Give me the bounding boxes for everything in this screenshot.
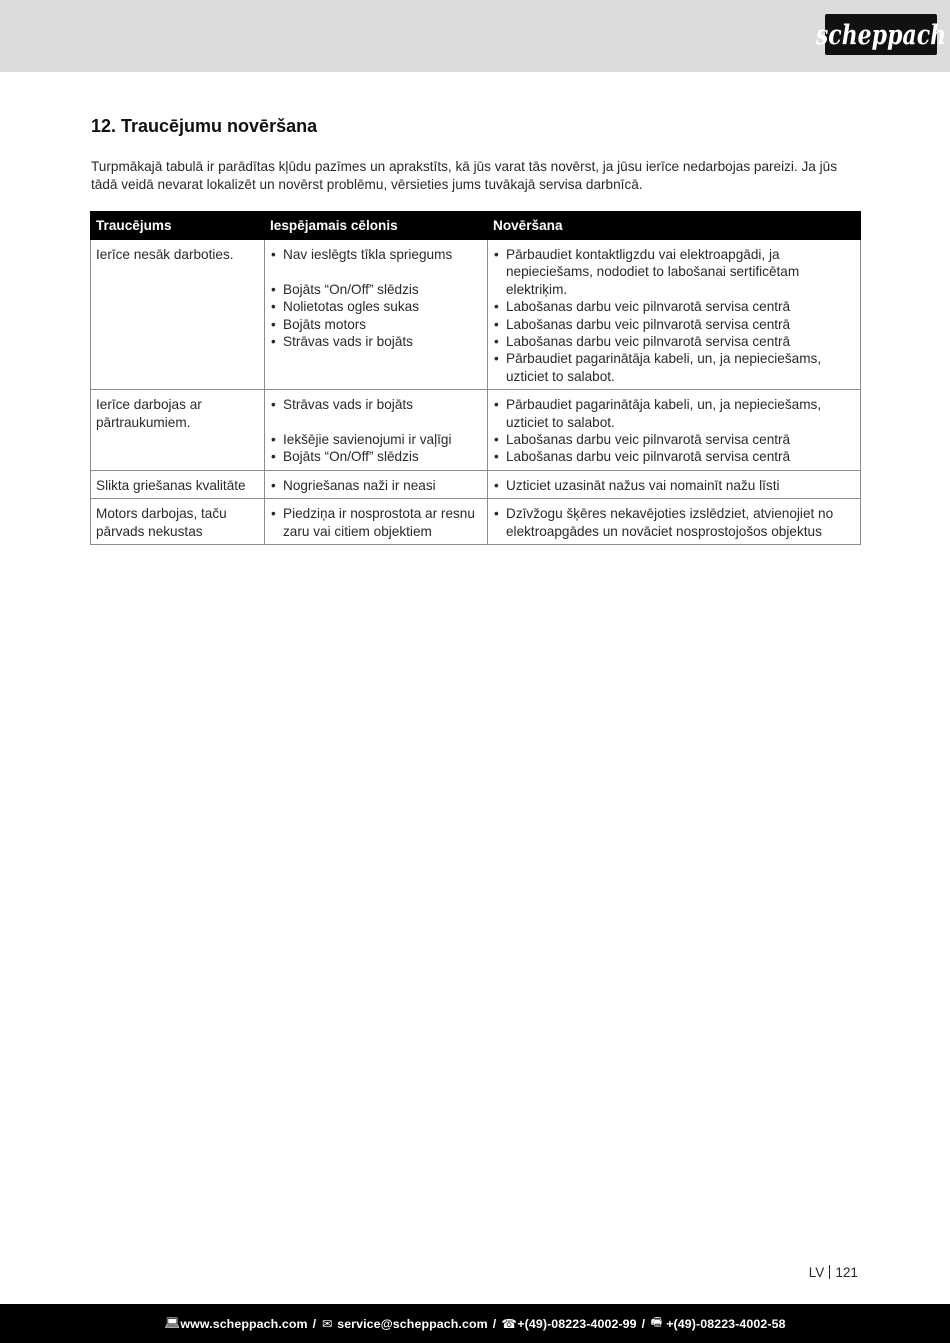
remedy-item: • Uzticiet uzasināt nažus vai nomainīt nažu līsti <box>493 477 856 494</box>
fault-cell: Ierīce darbojas ar pārtraukumiem. <box>91 390 265 471</box>
cause-item: • Nav ieslēgts tīkla spriegums <box>270 246 483 263</box>
remedy-cell <box>488 240 861 390</box>
fault-cell: Slikta griešanas kvalitāte <box>91 470 265 498</box>
header-fault: Traucējums <box>91 212 265 240</box>
list-spacer <box>270 263 483 280</box>
cause-list <box>270 396 483 466</box>
remedy-item: • Labošanas darbu veic pilnvarotā servisa centrā <box>493 298 856 315</box>
page-number-value: 121 <box>835 1265 858 1280</box>
logo-text: scheppach <box>815 18 947 51</box>
cause-list <box>270 246 483 350</box>
remedy-cell <box>488 499 861 545</box>
phone-icon: ☎︎ <box>501 1317 517 1331</box>
footer-website[interactable]: www.scheppach.com <box>180 1316 308 1331</box>
table-row <box>91 499 861 545</box>
remedy-item: • Labošanas darbu veic pilnvarotā servisa centrā <box>493 333 856 350</box>
fault-cell: Motors darbojas, taču pārvads nekustas <box>91 499 265 545</box>
remedy-list <box>493 246 856 385</box>
cause-item: • Bojāts motors <box>270 316 483 333</box>
intro-paragraph: Turpmākajā tabulā ir parādītas kļūdu pazīmes un aprakstīts, kā jūs varat tās novērst, ja jūsu ierīce nedarbojas pareizi. Ja jūs tādā veidā nevarat lokalizēt un novērst problēmu, vērsieties jums tuvākajā servisa darbnīcā. <box>91 159 838 192</box>
remedy-list <box>493 505 856 540</box>
page-number <box>809 1265 858 1280</box>
header-remedy: Novēršana <box>488 212 861 240</box>
footer-separator: / <box>641 1316 646 1331</box>
remedy-list <box>493 396 856 466</box>
remedy-cell <box>488 390 861 471</box>
remedy-cell <box>488 470 861 498</box>
scheppach-logo <box>815 14 947 55</box>
cause-list <box>270 477 483 494</box>
cause-item: • Piedziņa ir nosprostota ar resnu zaru vai citiem objektiem <box>270 505 483 540</box>
fax-icon: 🖷︎ <box>650 1315 663 1329</box>
cause-cell <box>265 240 488 390</box>
remedy-item: • Labošanas darbu veic pilnvarotā servisa centrā <box>493 448 856 465</box>
remedy-item: • Pārbaudiet pagarinātāja kabeli, un, ja nepieciešams, uzticiet to salabot. <box>493 396 856 431</box>
header-band <box>0 0 950 72</box>
cause-list <box>270 505 483 540</box>
laptop-icon: 💻︎ <box>164 1316 181 1330</box>
remedy-item: • Labošanas darbu veic pilnvarotā servisa centrā <box>493 431 856 448</box>
footer-contact-bar <box>0 1304 950 1343</box>
troubleshooting-table <box>90 211 861 545</box>
footer-phone: +(49)-08223-4002-99 <box>517 1316 637 1331</box>
cause-item: • Strāvas vads ir bojāts <box>270 333 483 350</box>
fault-cell: Ierīce nesāk darboties. <box>91 240 265 390</box>
section-title: 12. Traucējumu novēršana <box>91 116 318 136</box>
cause-item: • Iekšējie savienojumi ir vaļīgi <box>270 431 483 448</box>
cause-item: • Nolietotas ogles sukas <box>270 298 483 315</box>
language-code: LV <box>808 1265 825 1280</box>
cause-item: • Bojāts “On/Off” slēdzis <box>270 281 483 298</box>
table-header-row <box>91 212 861 240</box>
remedy-item: • Pārbaudiet pagarinātāja kabeli, un, ja nepieciešams, uzticiet to salabot. <box>493 350 856 385</box>
footer-email[interactable]: service@scheppach.com <box>337 1316 488 1331</box>
page-separator <box>829 1265 830 1279</box>
cause-item: • Nogriešanas naži ir neasi <box>270 477 483 494</box>
cause-cell <box>265 390 488 471</box>
remedy-item: • Pārbaudiet kontaktligzdu vai elektroapgādi, ja nepieciešams, nododiet to labošanai sertificētam elektriķim. <box>493 246 856 298</box>
remedy-item: • Labošanas darbu veic pilnvarotā servisa centrā <box>493 316 856 333</box>
footer-separator: / <box>312 1316 317 1331</box>
cause-item: • Strāvas vads ir bojāts <box>270 396 483 413</box>
remedy-item: • Dzīvžogu šķēres nekavējoties izslēdziet, atvienojiet no elektroapgādes un novāciet nosprostojošos objektus <box>493 505 856 540</box>
cause-cell <box>265 470 488 498</box>
list-spacer <box>270 414 483 431</box>
footer-fax: +(49)-08223-4002-58 <box>666 1316 786 1331</box>
email-icon: ✉︎ <box>321 1317 333 1331</box>
cause-item: • Bojāts “On/Off” slēdzis <box>270 448 483 465</box>
header-cause: Iespējamais cēlonis <box>265 212 488 240</box>
table-row <box>91 240 861 390</box>
footer-separator: / <box>492 1316 497 1331</box>
cause-cell <box>265 499 488 545</box>
table-row <box>91 470 861 498</box>
remedy-list <box>493 477 856 494</box>
table-row <box>91 390 861 471</box>
